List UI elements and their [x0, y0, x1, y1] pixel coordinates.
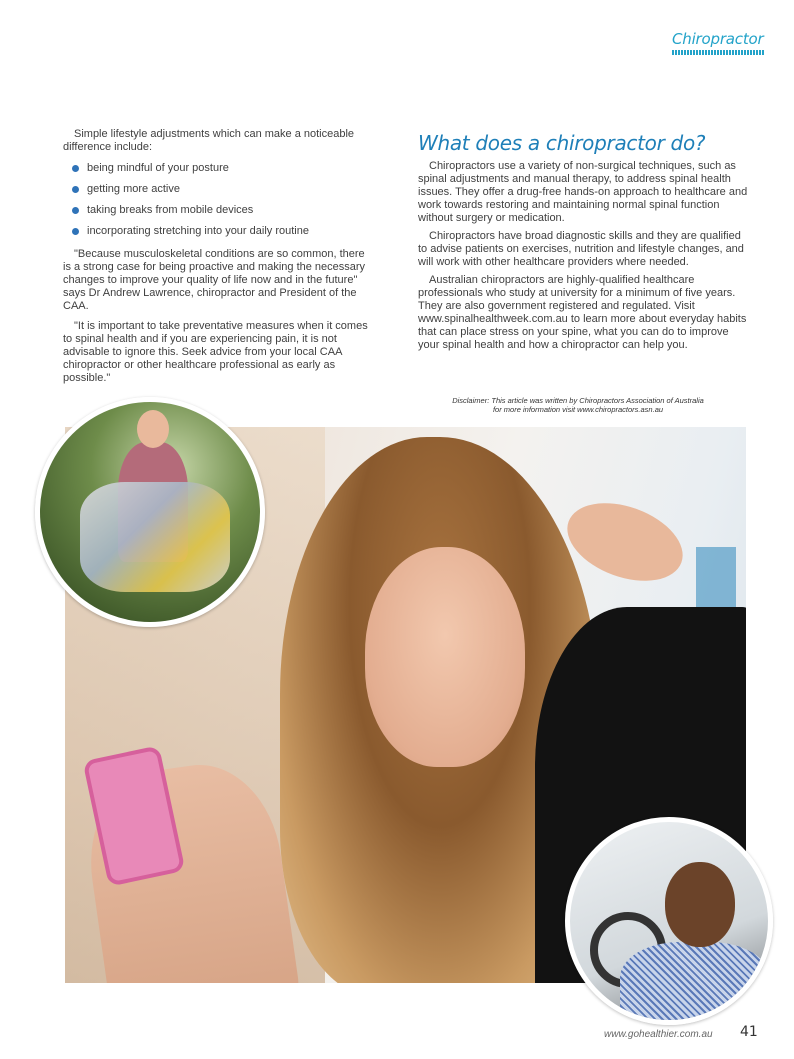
circle-photo-shopper: [35, 397, 265, 627]
bullet-text: taking breaks from mobile devices: [87, 204, 254, 216]
left-column: [63, 128, 368, 392]
photo-driver-head: [665, 862, 735, 947]
page-number: 41: [740, 1024, 758, 1040]
quote-paragraph-1: "Because musculoskeletal conditions are so common, there is a strong case for being proactive and making the necessary changes to improve your quality of life now and in the future" says Dr Andrew Lawrence, chiropractor and President of the CAA.: [63, 248, 366, 312]
body-paragraph-2: Chiropractors have broad diagnostic skills and they are qualified to advise patients on exercises, nutrition and lifestyle changes, and will work with other healthcare providers where needed.: [418, 230, 744, 268]
body-paragraph-3: Australian chiropractors are highly-qualified healthcare professionals who study at university for a minimum of five years. They are also government registered and regulated. Visit www.spinalhealthweek.com.au to learn more about everyday habits that can place stress on your spine, what you can do to improve your spinal health and how a chiropractor can help you.: [418, 274, 747, 351]
section-tag-label: Chiropractor: [672, 30, 764, 48]
list-item: [63, 179, 368, 200]
right-column: [418, 130, 748, 357]
list-item: [63, 221, 368, 242]
section-heading: What does a chiropractor do?: [418, 131, 706, 155]
intro-paragraph: Simple lifestyle adjustments which can make a noticeable difference include:: [63, 128, 355, 153]
bullet-dot-icon: [72, 165, 79, 172]
body-paragraph-1: Chiropractors use a variety of non-surgical techniques, such as spinal adjustments and manual therapy, to address spinal health issues. They offer a drug-free hands-on approach to healthcare and work towards restoring and maintaining normal spinal function without surgery or medication.: [418, 160, 748, 224]
photo-driver-body: [620, 942, 770, 1025]
section-tag: [672, 30, 764, 55]
photo-face: [365, 547, 525, 767]
bullet-text: incorporating stretching into your daily routine: [87, 225, 309, 237]
disclaimer-line-1: Disclaimer: This article was written by Chiropractors Association of Australia: [452, 396, 704, 405]
bullet-dot-icon: [72, 228, 79, 235]
bullet-dot-icon: [72, 186, 79, 193]
bullet-text: being mindful of your posture: [87, 162, 229, 174]
footer-url: www.gohealthier.com.au: [604, 1029, 713, 1040]
list-item: [63, 158, 368, 179]
photo-head: [137, 410, 169, 448]
quote-paragraph-2: "It is important to take preventative measures when it comes to spinal health and if you are experiencing pain, it is not advisable to ignore this. Seek advice from your local CAA chiropractor or other healthcare professional as early as possible.": [63, 320, 368, 384]
bullet-text: getting more active: [87, 183, 180, 195]
list-item: [63, 200, 368, 221]
section-tag-rule: [672, 50, 764, 55]
photo-background-detail: [696, 547, 736, 607]
circle-photo-driver: [565, 817, 773, 1025]
bullet-dot-icon: [72, 207, 79, 214]
disclaimer-line-2: for more information visit www.chiropractors.asn.au: [492, 405, 664, 414]
photo-shopping-bags: [80, 482, 230, 592]
bullet-list: [63, 158, 368, 242]
disclaimer: [428, 396, 728, 414]
